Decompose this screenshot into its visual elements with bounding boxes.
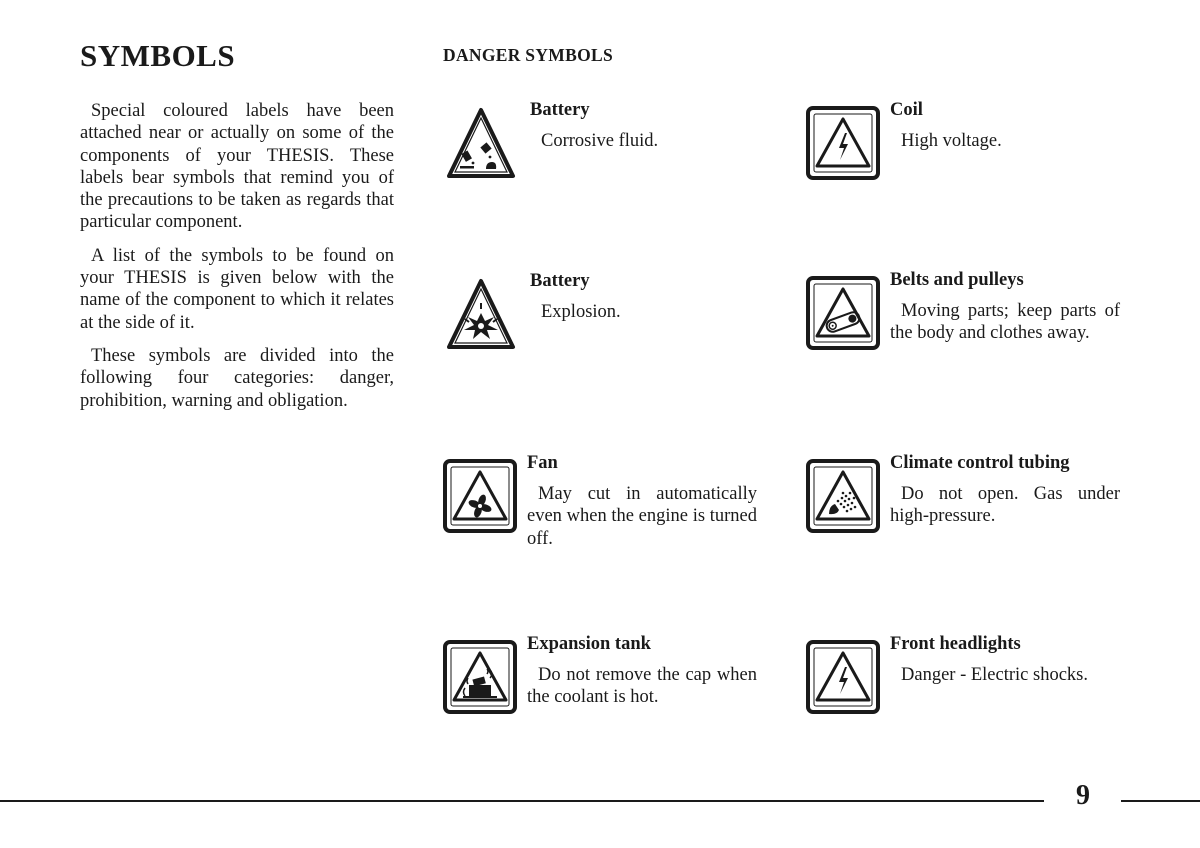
explosion-icon <box>446 277 516 351</box>
symbol-name: Battery <box>530 271 590 291</box>
symbol-name: Front headlights <box>890 634 1021 654</box>
symbol-name: Expansion tank <box>527 634 651 654</box>
symbol-name: Belts and pulleys <box>890 270 1024 290</box>
symbol-name: Battery <box>530 100 590 120</box>
intro-text <box>80 100 394 423</box>
pressurized-gas-icon <box>806 459 880 533</box>
high-voltage-icon <box>806 106 880 180</box>
intro-paragraph: Special coloured labels have been attached near or actually on some of the components of your THESIS. These labels bear symbols that remind you of the precautions to be taken as regards that particular component. <box>80 101 394 233</box>
symbol-description: Danger - Electric shocks. <box>901 665 1088 685</box>
symbol-description: Moving parts; keep parts of the body and clothes away. <box>890 301 1120 344</box>
intro-paragraph: A list of the symbols to be found on your THESIS is given below with the name of the component to which it relates at the side of it. <box>80 245 394 333</box>
page-title: SYMBOLS <box>80 38 236 73</box>
symbol-description: Do not remove the cap when the coolant is hot. <box>527 665 757 708</box>
corrosive-fluid-icon <box>446 106 516 180</box>
symbol-description: Explosion. <box>541 302 621 322</box>
page-number: 9 <box>1076 780 1090 811</box>
symbol-description: May cut in automatically even when the engine is turned off. <box>527 484 757 549</box>
section-heading: DANGER SYMBOLS <box>443 45 613 65</box>
symbol-description: High voltage. <box>901 131 1002 151</box>
footer-rule-left <box>0 800 1044 802</box>
symbol-description: Do not open. Gas under high-pressure. <box>890 484 1120 527</box>
fan-icon <box>443 459 517 533</box>
hot-coolant-icon <box>443 640 517 714</box>
symbol-name: Climate control tubing <box>890 453 1070 473</box>
footer-rule-right <box>1121 800 1200 802</box>
electric-shock-icon <box>806 640 880 714</box>
moving-belt-icon <box>806 276 880 350</box>
intro-paragraph: These symbols are divided into the following four categories: danger, prohibition, warning and obligation. <box>80 345 394 411</box>
symbol-name: Coil <box>890 100 923 120</box>
symbol-name: Fan <box>527 453 558 473</box>
symbol-description: Corrosive fluid. <box>541 131 659 151</box>
